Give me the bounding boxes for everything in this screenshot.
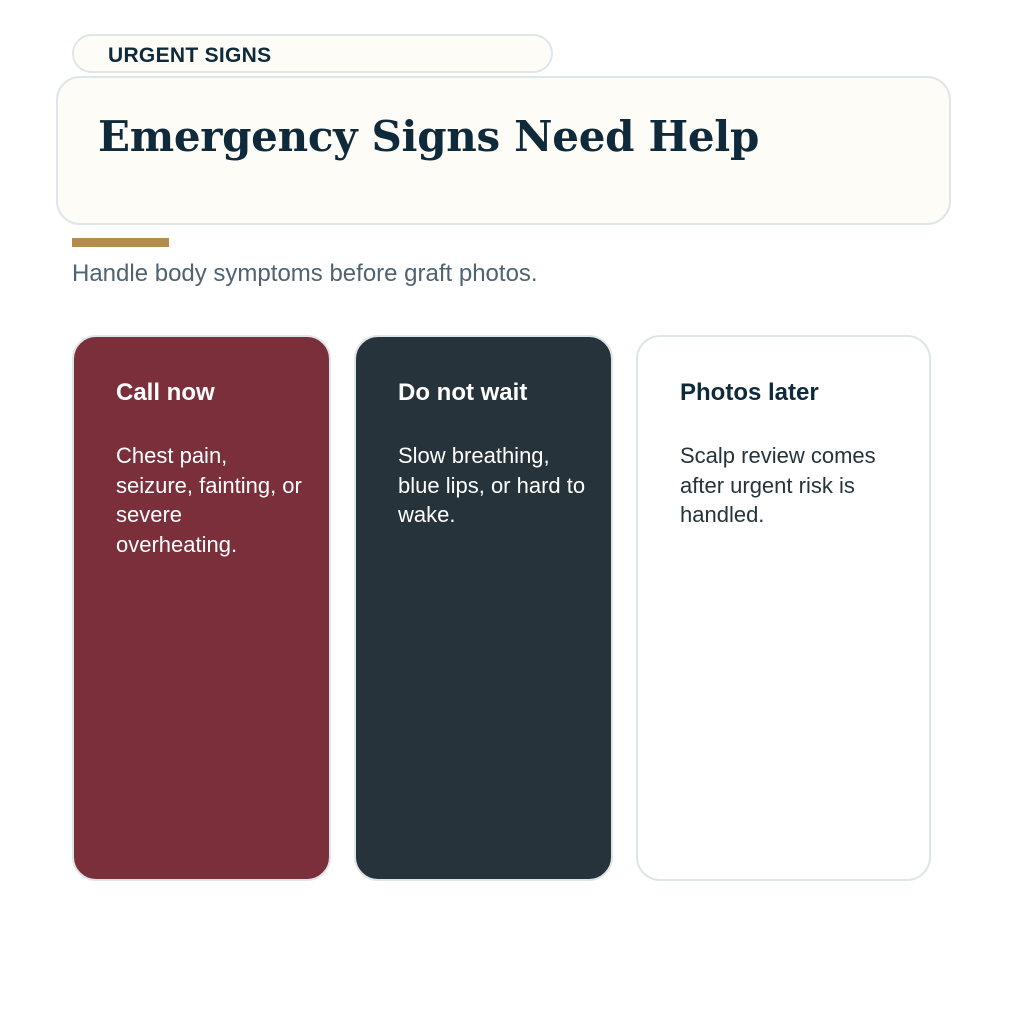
- card-body: Slow breathing, blue lips, or hard to wake.: [398, 443, 586, 527]
- card-title: Do not wait: [398, 379, 528, 406]
- page-title: Emergency Signs Need Help: [98, 112, 760, 161]
- card-body: Scalp review comes after urgent risk is handled.: [680, 443, 876, 527]
- card-do-not-wait: [354, 335, 613, 881]
- card-call-now: [72, 335, 331, 881]
- urgent-signs-pill: [72, 34, 553, 73]
- card-photos-later: [636, 335, 931, 881]
- accent-divider: [72, 238, 169, 247]
- card-title: Call now: [116, 379, 215, 406]
- card-title: Photos later: [680, 379, 819, 406]
- card-body: Chest pain, seizure, fainting, or severe overheating.: [116, 443, 302, 557]
- title-panel: [56, 76, 951, 225]
- eyebrow-label: URGENT SIGNS: [108, 44, 272, 67]
- page-subtitle: Handle body symptoms before graft photos.: [72, 260, 538, 287]
